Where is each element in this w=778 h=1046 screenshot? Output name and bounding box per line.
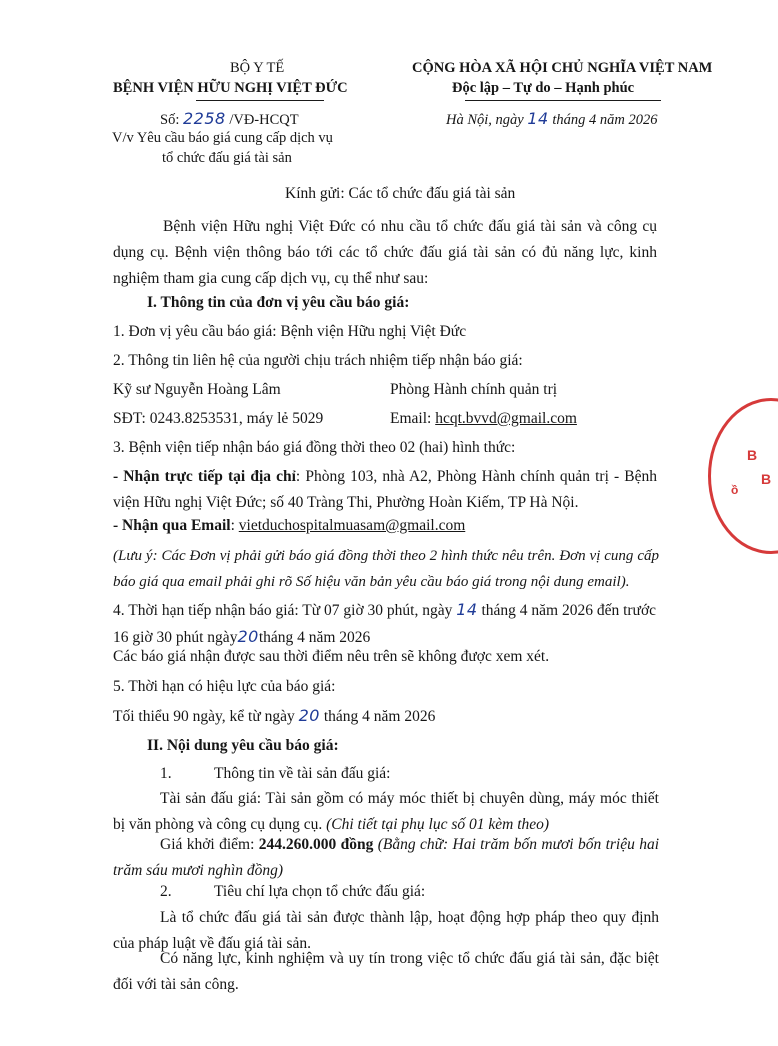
hospital-name: BỆNH VIỆN HỮU NGHỊ VIỆT ĐỨC	[113, 80, 348, 96]
email-submission-label: - Nhận qua Email	[113, 517, 231, 534]
validity-handwritten-day: 20	[298, 706, 320, 725]
email-submission-colon: :	[230, 517, 235, 534]
sub-1-title: Thông tin về tài sản đấu giá:	[214, 765, 391, 782]
item-4-text-d: tháng 4 năm 2026	[258, 629, 371, 646]
contact-phone: SĐT: 0243.8253531, máy lẻ 5029	[113, 410, 324, 427]
date-handwritten-day: 14	[527, 109, 549, 128]
validity-text-b: tháng 4 năm 2026	[323, 708, 436, 725]
item-4-line-1	[113, 597, 661, 624]
item-4	[113, 597, 661, 651]
direct-label: - Nhận trực tiếp tại địa chỉ	[113, 468, 296, 485]
email-submission-link[interactable]: vietduchospitalmuasam@gmail.com	[238, 517, 466, 534]
price-in-words: (Bằng chữ: Hai trăm bốn mươi bốn triệu hai trăm sáu mươi nghìn đồng)	[113, 836, 660, 879]
motto: Độc lập – Tự do – Hạnh phúc	[452, 80, 635, 96]
so-suffix: /VĐ-HCQT	[229, 112, 299, 128]
submission-note: (Lưu ý: Các Đơn vị phải gửi báo giá đồng thời theo 2 hình thức nêu trên. Đơn vị cung cấp báo giá qua email phải ghi rõ Số hiệu văn bản yêu cầu báo giá trong nội dung email).	[113, 548, 659, 590]
so-handwritten-number: 2258	[182, 109, 226, 128]
subject-line-2: tổ chức đấu giá tài sản	[162, 150, 292, 166]
ministry-name: BỘ Y TẾ	[230, 60, 285, 76]
email-submission	[113, 517, 465, 535]
contact-department: Phòng Hành chính quản trị	[390, 381, 558, 398]
contact-name: Kỹ sư Nguyễn Hoàng Lâm	[113, 381, 281, 398]
criterion-2: Có năng lực, kinh nghiệm và uy tín trong việc tổ chức đấu giá tài sản, đặc biệt đối với tài sản công.	[113, 950, 659, 993]
date-suffix: tháng 4 năm 2026	[552, 112, 658, 128]
criterion-1: Là tổ chức đấu giá tài sản được thành lập, hoạt động hợp pháp theo quy định của pháp luật về đấu giá tài sản.	[113, 909, 659, 952]
price-value: 244.260.000 đồng	[258, 836, 374, 853]
price-paragraph	[113, 832, 659, 884]
asset-text: Tài sản đấu giá: Tài sản gồm có máy móc thiết bị chuyên dùng, máy móc thiết bị văn phòng và công cụ dụng cụ.	[113, 790, 659, 833]
sub-2-title: Tiêu chí lựa chọn tổ chức đấu giá:	[214, 883, 426, 900]
contact-email-line	[390, 410, 577, 428]
item-4-text-a: 4. Thời hạn tiếp nhận báo giá: Từ 07 giờ 30 phút, ngày	[113, 602, 453, 619]
sub-1-number: 1.	[160, 765, 172, 782]
item-4-handwritten-day-1: 14	[456, 600, 478, 619]
motto-underline	[465, 100, 661, 101]
item-2: 2. Thông tin liên hệ của người chịu trách nhiệm tiếp nhận báo giá:	[113, 352, 523, 369]
validity-line	[113, 706, 435, 726]
date-prefix: Hà Nội, ngày	[446, 112, 524, 128]
recipient-line: Kính gửi: Các tổ chức đấu giá tài sản	[285, 185, 516, 202]
country-name: CỘNG HÒA XÃ HỘI CHỦ NGHĨA VIỆT NAM	[412, 60, 713, 76]
stamp-letter-3: ồ	[731, 483, 739, 497]
item-3: 3. Bệnh viện tiếp nhận báo giá đồng thời theo 02 (hai) hình thức:	[113, 439, 516, 456]
place-date	[446, 109, 657, 129]
hospital-underline	[196, 100, 324, 101]
sub-2-number: 2.	[160, 883, 172, 900]
direct-text: : Phòng 103, nhà A2, Phòng Hành chính quản trị - Bệnh viện Hữu nghị Việt Đức; số 40 Tràng Thi, Phường Hoàn Kiếm, TP Hà Nội.	[113, 468, 657, 511]
item-1: 1. Đơn vị yêu cầu báo giá: Bệnh viện Hữu nghị Việt Đức	[113, 323, 467, 340]
validity-text-a: Tối thiểu 90 ngày, kể từ ngày	[113, 708, 295, 725]
contact-email-link[interactable]: hcqt.bvvd@gmail.com	[435, 410, 577, 427]
direct-submission	[113, 464, 657, 516]
asset-note: (Chi tiết tại phụ lục số 01 kèm theo)	[326, 816, 550, 833]
intro-paragraph: Bệnh viện Hữu nghị Việt Đức có nhu cầu tổ chức đấu giá tài sản và công cụ dụng cụ. Bệnh viện thông báo tới các tổ chức đấu giá tài sản có đủ năng lực, kinh nghiệm tham gia cung cấp dịch vụ, cụ thể như sau:	[113, 218, 657, 287]
so-label: Số:	[160, 112, 180, 128]
subject-line-1: V/v Yêu cầu báo giá cung cấp dịch vụ	[112, 130, 333, 146]
item-4-text-c: 16 giờ 30 phút ngày	[113, 629, 238, 646]
item-4-line-2	[113, 624, 661, 651]
red-seal-stamp	[708, 398, 778, 554]
price-label: Giá khởi điểm:	[160, 836, 255, 853]
stamp-letter-1: B	[747, 447, 758, 463]
late-note: Các báo giá nhận được sau thời điểm nêu trên sẽ không được xem xét.	[113, 648, 550, 665]
section-2-title: II. Nội dung yêu cầu báo giá:	[147, 737, 339, 754]
document-number	[160, 109, 299, 129]
stamp-letter-2: B	[761, 471, 772, 487]
asset-paragraph	[113, 786, 659, 838]
item-4-text-b: tháng 4 năm 2026 đến trước	[481, 602, 657, 619]
section-1-title: I. Thông tin của đơn vị yêu cầu báo giá:	[147, 294, 410, 311]
contact-email-label: Email:	[390, 410, 432, 427]
item-4-handwritten-day-2: 20	[237, 627, 259, 646]
item-5: 5. Thời hạn có hiệu lực của báo giá:	[113, 678, 336, 695]
